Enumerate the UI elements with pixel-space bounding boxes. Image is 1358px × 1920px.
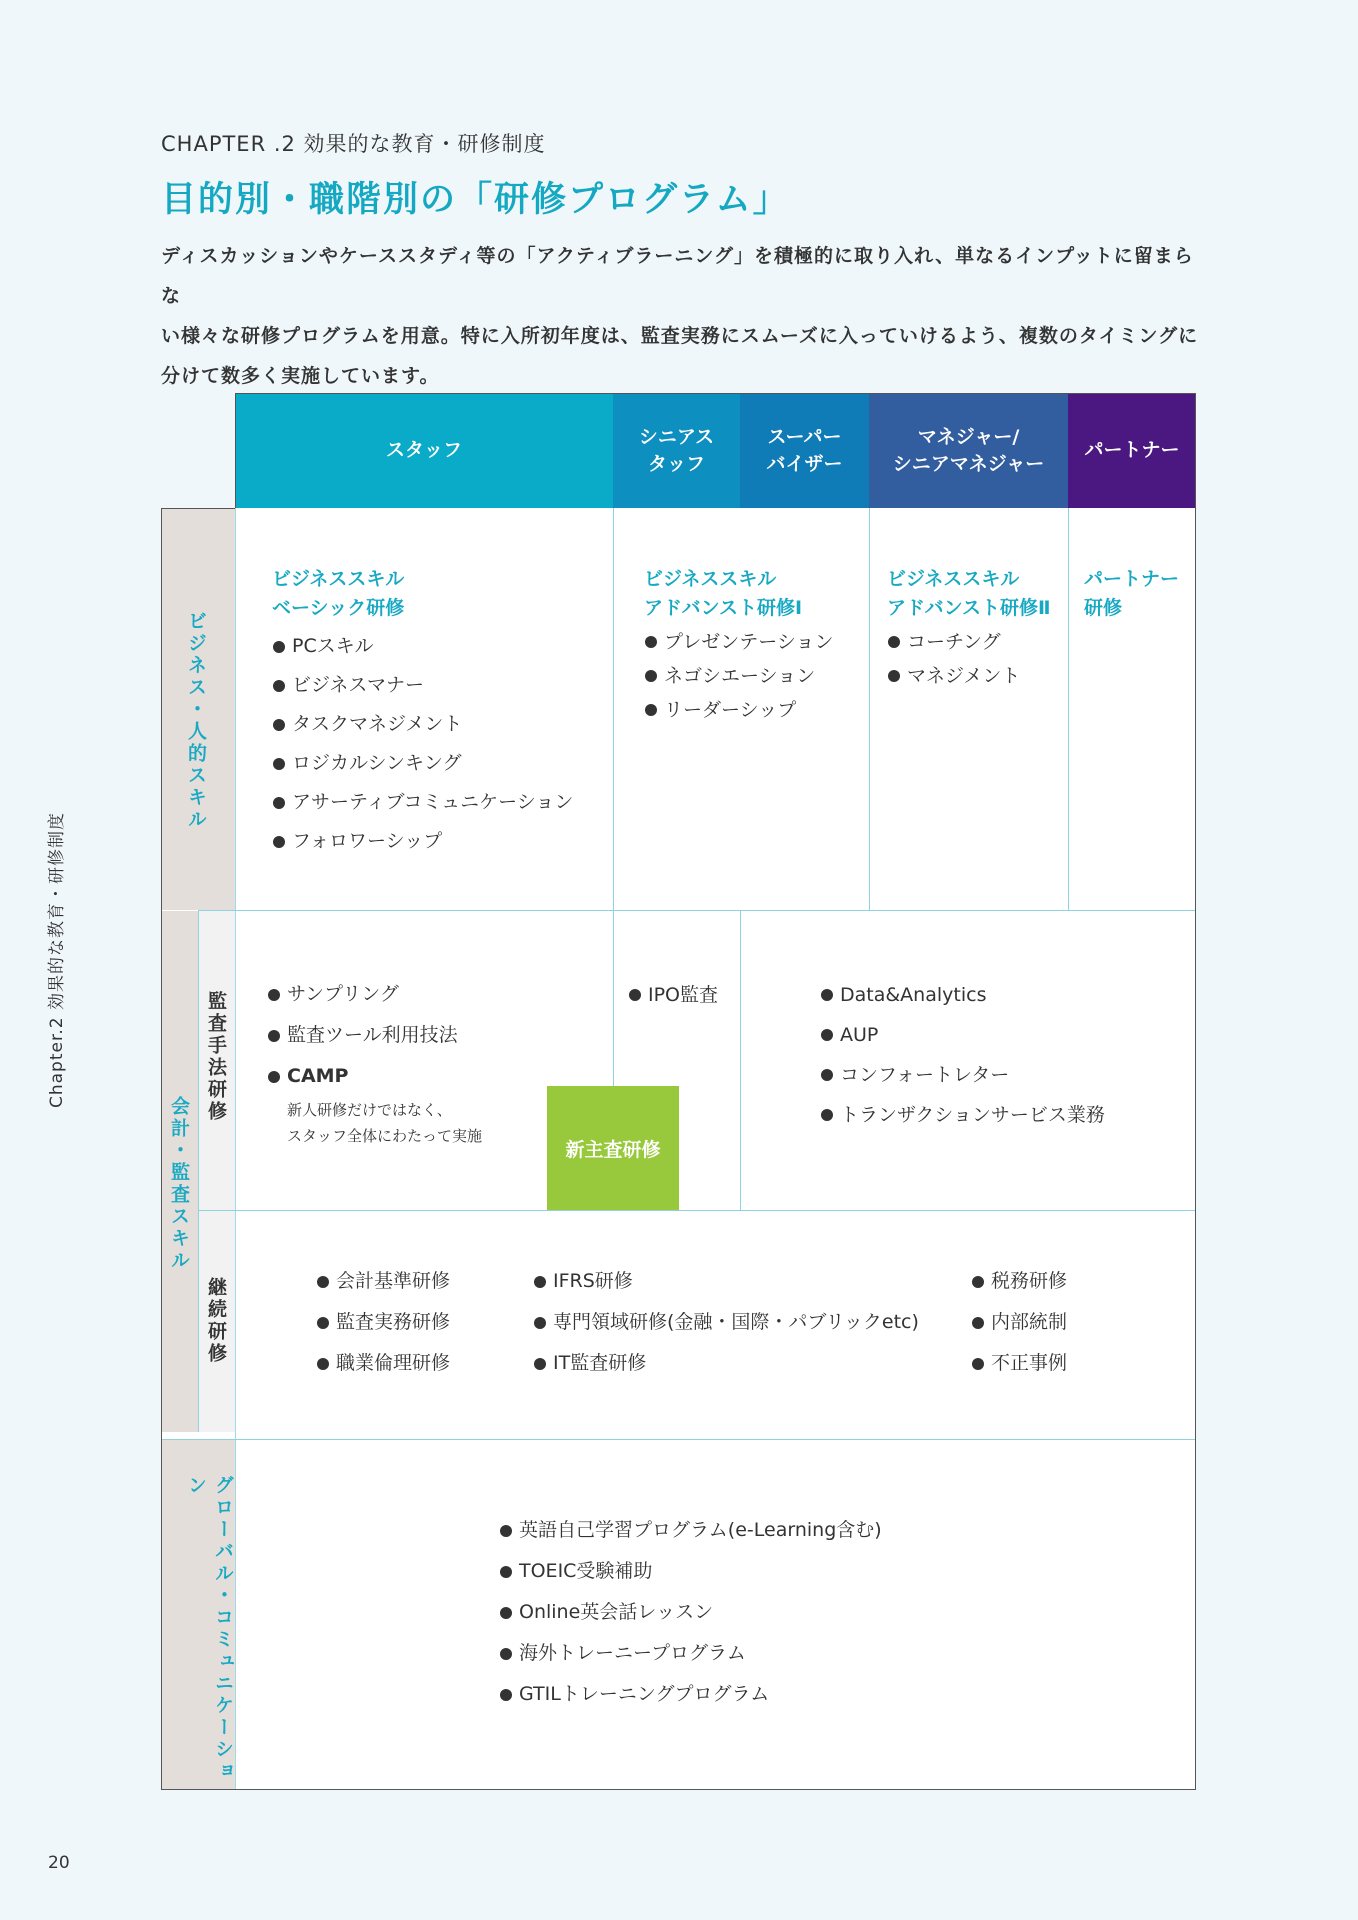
- divider: [740, 910, 741, 1210]
- list-item: Online英会話レッスン: [499, 1592, 882, 1633]
- audit-method-right-list: [820, 975, 1105, 1135]
- divider: [198, 910, 1195, 911]
- ipo-audit: [628, 975, 718, 1015]
- category-global-label: グローバル・コミュニケーション: [185, 1475, 234, 1783]
- list-item: ロジカルシンキング: [272, 744, 573, 783]
- audit-method-staff: [267, 974, 482, 1149]
- table-top-border: [235, 393, 1196, 394]
- list-item: AUP: [820, 1015, 1105, 1055]
- continuing-col2: [533, 1261, 919, 1384]
- list-item: IPO監査: [628, 975, 718, 1015]
- list-item: Data&Analytics: [820, 975, 1105, 1015]
- continuing-col1: [316, 1261, 450, 1384]
- intro-line: ディスカッションやケーススタディ等の「アクティブラーニング」を積極的に取り入れ、単なるインプットに留まらな: [161, 245, 1194, 307]
- divider: [1068, 508, 1069, 910]
- header-left-border: [235, 393, 236, 508]
- business-partner: [1084, 565, 1179, 623]
- divider: [235, 508, 236, 1789]
- business-advanced2-list: [887, 625, 1051, 693]
- list-item: アサーティブコミュニケーション: [272, 783, 573, 822]
- list-item: トランザクションサービス業務: [820, 1095, 1105, 1135]
- header-right-border: [1195, 393, 1196, 508]
- list-item: タスクマネジメント: [272, 705, 573, 744]
- list-item: コンフォートレター: [820, 1055, 1105, 1095]
- list-item: 専門領域研修(金融・国際・パブリックetc): [533, 1302, 919, 1343]
- col-header-staff: スタッフ: [235, 393, 613, 508]
- page-title: 目的別・職階別の「研修プログラム」: [161, 180, 790, 220]
- global-programs: [499, 1510, 882, 1715]
- new-senior-training-box: 新主査研修: [547, 1086, 679, 1210]
- audit-method-list: [267, 974, 482, 1097]
- page-number: 20: [48, 1853, 70, 1873]
- list-item: 英語自己学習プログラム(e-Learning含む): [499, 1510, 882, 1551]
- side-chapter-label: Chapter.2 効果的な教育・研修制度: [47, 811, 67, 1108]
- col-header-manager: マネジャー/ シニアマネジャー: [869, 393, 1068, 508]
- continuing-list: [971, 1261, 1067, 1384]
- divider: [198, 1210, 1195, 1211]
- list-item: 監査実務研修: [316, 1302, 450, 1343]
- list-item: プレゼンテーション: [644, 625, 833, 659]
- list-item: 内部統制: [971, 1302, 1067, 1343]
- business-partner-title: パートナー 研修: [1084, 568, 1180, 619]
- list-item: 不正事例: [971, 1343, 1067, 1384]
- list-item: 税務研修: [971, 1261, 1067, 1302]
- list-item: GTILトレーニングプログラム: [499, 1674, 882, 1715]
- business-advanced2: [887, 565, 1051, 693]
- business-advanced1: [644, 565, 833, 727]
- category-audit-method-label: 監査手法研修: [205, 991, 227, 1123]
- list-item: TOEIC受験補助: [499, 1551, 882, 1592]
- col-header-supervisor: スーパー バイザー: [740, 393, 869, 508]
- business-basic: [272, 565, 573, 861]
- category-business-label: ビジネス・人的スキル: [185, 611, 207, 831]
- list-item: PCスキル: [272, 627, 573, 666]
- list-item: ビジネスマナー: [272, 666, 573, 705]
- continuing-list: [533, 1261, 919, 1384]
- list-item: コーチング: [887, 625, 1051, 659]
- list-item: IFRS研修: [533, 1261, 919, 1302]
- list-item: フォロワーシップ: [272, 822, 573, 861]
- global-list: [499, 1510, 882, 1715]
- ipo-list: [628, 975, 718, 1015]
- business-basic-list: [272, 627, 573, 861]
- camp-item: CAMP: [267, 1056, 482, 1097]
- list-item: 会計基準研修: [316, 1261, 450, 1302]
- camp-note: 新人研修だけではなく、 スタッフ全体にわたって実施: [287, 1101, 483, 1145]
- intro-line: 分けて数多く実施しています。: [161, 365, 440, 387]
- audit-method-right: [820, 975, 1105, 1135]
- chapter-heading: CHAPTER .2 効果的な教育・研修制度: [161, 132, 546, 156]
- continuing-list: [316, 1261, 450, 1384]
- business-advanced1-list: [644, 625, 833, 727]
- business-advanced2-title: ビジネススキル アドバンスト研修Ⅱ: [887, 568, 1051, 619]
- col-header-partner: パートナー: [1068, 393, 1196, 508]
- category-continuing-label: 継続研修: [205, 1277, 227, 1365]
- divider: [869, 508, 870, 910]
- list-item: 監査ツール利用技法: [267, 1015, 482, 1056]
- list-item: マネジメント: [887, 659, 1051, 693]
- list-item: IT監査研修: [533, 1343, 919, 1384]
- intro-paragraph: [161, 236, 1211, 396]
- business-advanced1-title: ビジネススキル アドバンスト研修Ⅰ: [644, 568, 803, 619]
- continuing-col3: [971, 1261, 1067, 1384]
- intro-line: い様々な研修プログラムを用意。特に入所初年度は、監査実務にスムーズに入っていけるよう、複数のタイミングに: [161, 325, 1199, 347]
- category-accounting-label: 会計・監査スキル: [168, 1096, 190, 1272]
- training-table: [161, 393, 1196, 1791]
- list-item: ネゴシエーション: [644, 659, 833, 693]
- list-item: サンプリング: [267, 974, 482, 1015]
- business-basic-title: ビジネススキル ベーシック研修: [272, 568, 405, 619]
- list-item: 職業倫理研修: [316, 1343, 450, 1384]
- list-item: リーダーシップ: [644, 693, 833, 727]
- list-item: 海外トレーニープログラム: [499, 1633, 882, 1674]
- divider: [198, 911, 199, 1432]
- divider: [162, 1439, 1195, 1440]
- col-header-senior-staff: シニアス タッフ: [613, 393, 740, 508]
